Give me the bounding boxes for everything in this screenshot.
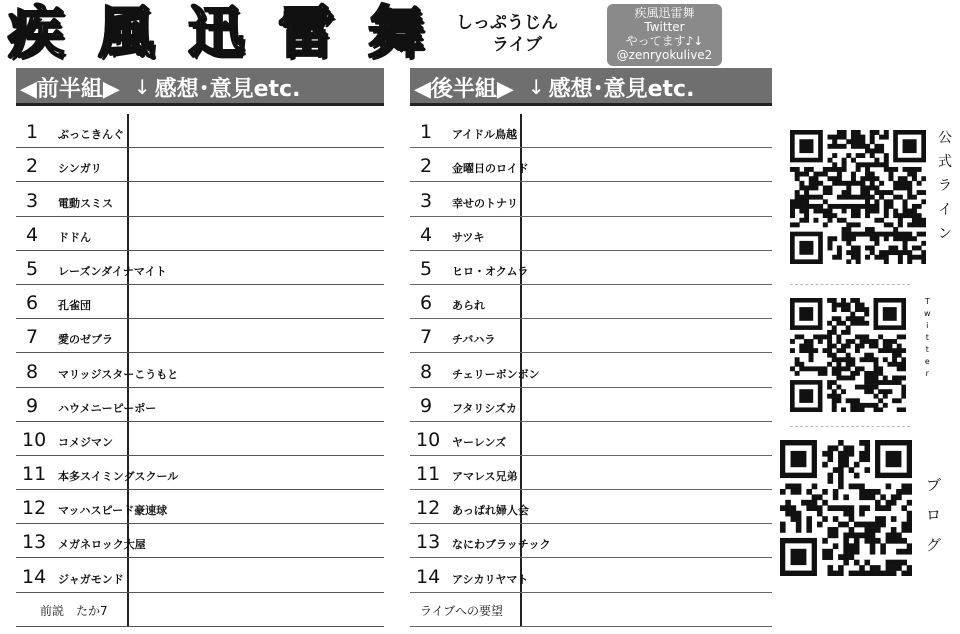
table-footer-row	[16, 593, 384, 627]
blog-qr-code-icon[interactable]	[780, 440, 912, 576]
label-char: ブ	[926, 476, 942, 494]
table-row	[16, 524, 384, 558]
row-number: 12	[22, 497, 47, 520]
title-kanji	[8, 0, 424, 66]
label-char: 式	[938, 154, 952, 170]
label-char: 公	[938, 130, 952, 146]
table-row	[410, 285, 772, 319]
performer-name: サツキ	[452, 230, 485, 244]
performer-name: ジャガモンド	[58, 572, 124, 586]
first-half-rows	[16, 114, 384, 627]
table-row	[410, 422, 772, 456]
performer-name: チェリーボンボン	[452, 367, 540, 381]
title-char: 雷	[278, 0, 334, 66]
table-row	[16, 148, 384, 182]
table-row	[16, 422, 384, 456]
opening-act-label: 前説 たか7	[40, 603, 108, 618]
table-row	[410, 456, 772, 490]
performer-name: あられ	[452, 299, 485, 313]
row-number: 5	[26, 257, 39, 280]
label-char: r	[925, 369, 929, 378]
label-char: e	[924, 357, 930, 366]
performer-name: 本多スイミングスクール	[58, 470, 179, 484]
performer-name: ぶっこきんぐ	[58, 128, 124, 142]
group-label: ◀前半組▶	[20, 76, 120, 102]
row-number: 7	[26, 326, 39, 349]
title-char: 舞	[368, 0, 424, 66]
twitter-badge-line: やってます♪↓	[625, 34, 704, 48]
row-number: 4	[26, 223, 39, 246]
table-row	[410, 388, 772, 422]
row-number: 2	[420, 155, 433, 178]
performer-name: レーズンダイナマイト	[58, 264, 167, 278]
table-row	[410, 353, 772, 387]
divider	[790, 426, 910, 427]
performer-name: 金曜日のロイド	[452, 162, 529, 176]
second-half-header	[410, 68, 772, 106]
performer-name: 愛のゼブラ	[58, 333, 113, 347]
twitter-label	[924, 296, 931, 380]
title-kana	[456, 12, 601, 56]
title-kana-line1: しっぷうじん	[456, 13, 558, 33]
performer-name: マリッジスターこうもと	[58, 367, 179, 381]
down-arrow-icon: ↓	[527, 75, 545, 99]
performer-name: ハウメニーピーポー	[58, 401, 157, 415]
table-row	[16, 182, 384, 216]
performer-name: なにわブラッチック	[452, 538, 551, 552]
performer-name: 電動スミス	[58, 196, 113, 210]
performer-name: アイドル鳥越	[452, 128, 518, 142]
label-char: t	[925, 333, 929, 342]
live-requests-label: ライブへの要望	[420, 603, 504, 618]
performer-name: アシカリヤマト	[452, 572, 529, 586]
row-number: 3	[420, 189, 433, 212]
title-kana-line2: ライブ	[492, 35, 542, 55]
table-row	[16, 456, 384, 490]
row-number: 9	[26, 394, 39, 417]
performer-name: 幸せのトナリ	[452, 196, 518, 210]
opinion-label: 感想･意見etc.	[548, 76, 695, 102]
row-number: 8	[420, 360, 433, 383]
first-half-header	[16, 68, 384, 106]
table-footer-row	[410, 593, 772, 627]
table-row	[410, 114, 772, 148]
second-half-rows	[410, 114, 772, 627]
row-number: 3	[26, 189, 39, 212]
performer-name: メガネロック大屋	[58, 538, 146, 552]
row-number: 5	[420, 257, 433, 280]
blog-label	[926, 470, 941, 560]
table-row	[16, 251, 384, 285]
line-qr-code-icon[interactable]	[790, 130, 926, 264]
table-row	[410, 148, 772, 182]
row-number: 11	[416, 463, 441, 486]
table-row	[410, 251, 772, 285]
row-number: 11	[22, 463, 47, 486]
label-char: i	[926, 321, 929, 330]
row-number: 10	[22, 428, 47, 451]
title-char: 風	[98, 0, 154, 66]
down-arrow-icon: ↓	[133, 75, 151, 99]
row-number: 10	[416, 428, 441, 451]
title-char: 迅	[188, 0, 244, 66]
table-row	[16, 217, 384, 251]
performer-name: あっぱれ婦人会	[452, 504, 529, 518]
performer-name: フタリシズカ	[452, 401, 517, 415]
table-row	[16, 490, 384, 524]
row-number: 6	[26, 292, 39, 315]
opinion-label: 感想･意見etc.	[154, 76, 301, 102]
label-char: t	[925, 345, 929, 354]
official-line-label	[938, 126, 952, 246]
table-row	[410, 558, 772, 592]
table-row	[410, 524, 772, 558]
row-number: 1	[420, 121, 433, 144]
table-row	[16, 114, 384, 148]
divider	[790, 284, 910, 285]
twitter-qr-code-icon[interactable]	[790, 298, 906, 412]
label-char: T	[924, 297, 930, 306]
label-char: イ	[938, 202, 952, 218]
performer-name: 孔雀団	[58, 299, 91, 313]
performer-name: コメジマン	[58, 435, 113, 449]
label-char: ン	[938, 226, 952, 242]
twitter-badge-handle: @zenryokulive2	[616, 48, 713, 62]
row-number: 1	[26, 121, 39, 144]
table-row	[410, 217, 772, 251]
table-row	[16, 558, 384, 592]
label-char: ロ	[926, 506, 942, 524]
performer-name: ヒロ・オクムラ	[452, 264, 529, 278]
label-char: w	[924, 309, 931, 318]
table-row	[410, 182, 772, 216]
performer-name: マッハスピード豪速球	[58, 504, 168, 518]
first-half-column	[16, 68, 384, 627]
performer-name: ヤーレンズ	[452, 435, 507, 449]
table-row	[16, 388, 384, 422]
performer-name: シンガリ	[58, 162, 102, 176]
label-char: ラ	[938, 178, 952, 194]
twitter-badge	[607, 4, 722, 66]
table-row	[16, 285, 384, 319]
row-number: 7	[420, 326, 433, 349]
row-number: 13	[22, 531, 47, 554]
row-number: 6	[420, 292, 433, 315]
row-number: 14	[22, 565, 47, 588]
twitter-badge-line: 疾風迅雷舞	[634, 6, 695, 20]
table-row	[410, 319, 772, 353]
row-number: 12	[416, 497, 441, 520]
performer-name: チバハラ	[452, 333, 496, 347]
twitter-badge-line: Twitter	[644, 20, 685, 34]
row-number: 2	[26, 155, 39, 178]
title-char: 疾	[8, 0, 64, 66]
row-number: 4	[420, 223, 433, 246]
row-number: 8	[26, 360, 39, 383]
row-number: 14	[416, 565, 441, 588]
performer-name: ドドん	[58, 230, 91, 244]
second-half-column	[410, 68, 772, 627]
row-number: 13	[416, 531, 441, 554]
label-char: グ	[926, 536, 942, 554]
table-row	[16, 353, 384, 387]
row-number: 9	[420, 394, 433, 417]
group-label: ◀後半組▶	[414, 76, 514, 102]
performer-name: アマレス兄弟	[452, 470, 518, 484]
table-row	[16, 319, 384, 353]
table-row	[410, 490, 772, 524]
